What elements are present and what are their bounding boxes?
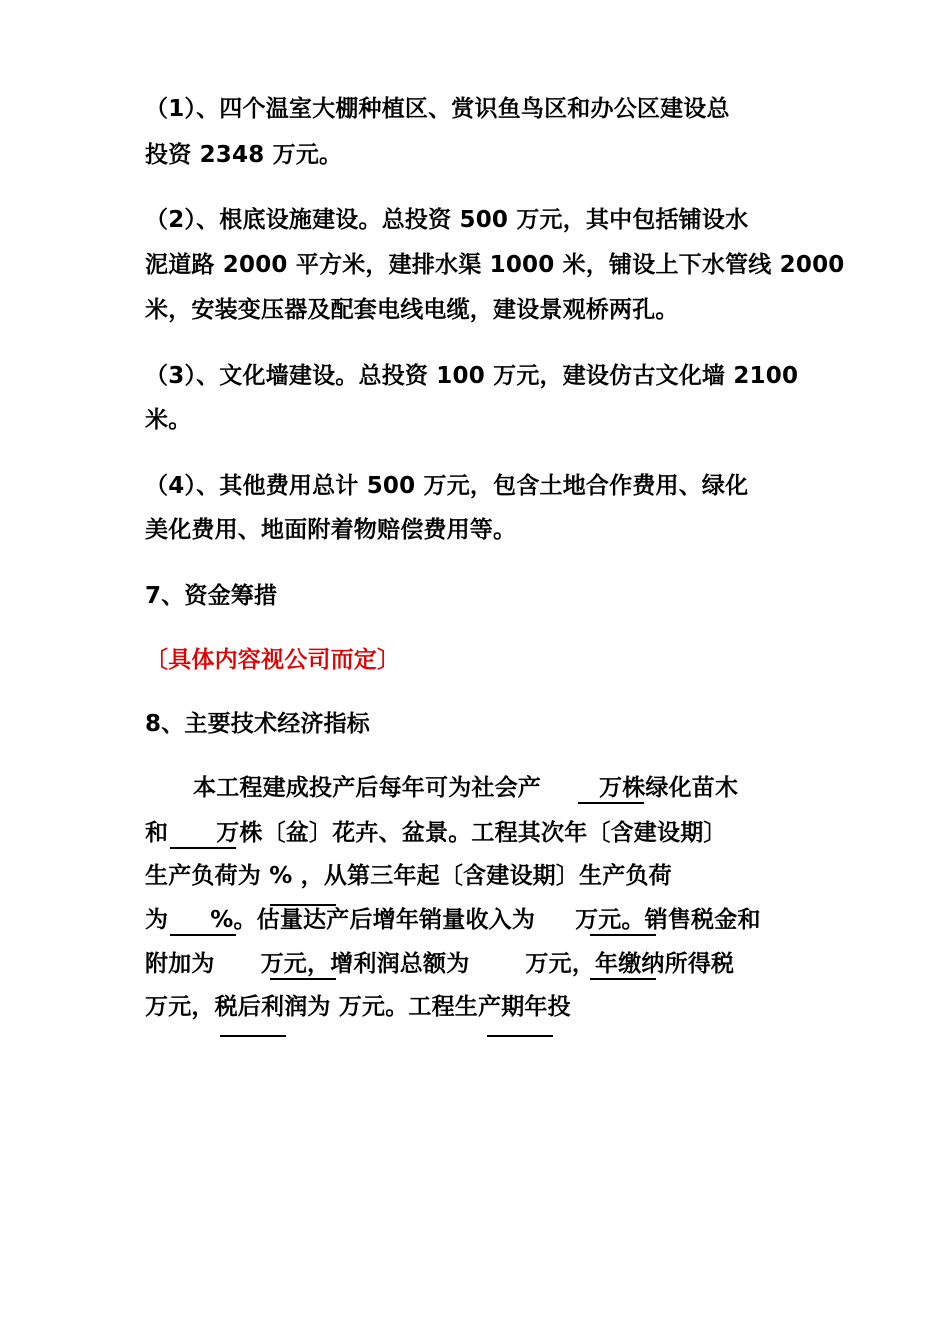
p2-text-b: 万株〔盆〕花卉、盆景。工程其次年〔含建设期〕 [216, 820, 727, 846]
underline-flowers [170, 847, 236, 849]
underline-income-tax [590, 978, 656, 980]
underline-revenue [590, 934, 656, 936]
item2-line1: （2）、根底设施建设。总投资 500 万元，其中包括铺设水 [145, 207, 749, 233]
section8-p1 [193, 773, 738, 803]
p4-text-b: %。估量达产后增年销量收入为 [210, 907, 536, 933]
section8-p5 [145, 949, 734, 979]
p1-text-b: 万株绿化苗木 [599, 775, 739, 801]
p1-text-a: 本工程建成投产后每年可为社会产 [193, 775, 541, 801]
section8-p2 [145, 818, 727, 848]
item2-line2: 泥道路 2000 平方米，建排水渠 1000 米，铺设上下水管线 2000 [145, 252, 845, 278]
section8-p6: 万元，税后利润为 万元。工程生产期年投 [145, 994, 571, 1020]
section8-p3: 生产负荷为 % ，从第三年起〔含建设期〕生产负荷 [145, 863, 672, 889]
item1-line1: （1）、四个温室大棚种植区、赏识鱼鸟区和办公区建设总 [145, 96, 730, 122]
p2-text-a: 和 [145, 820, 169, 846]
p4-text-c: 万元。销售税金和 [575, 907, 761, 933]
p4-text-a: 为 [145, 907, 169, 933]
underline-load [170, 934, 236, 936]
item3-line1: （3）、文化墙建设。总投资 100 万元，建设仿古文化墙 2100 [145, 363, 799, 389]
item3-line2: 米。 [145, 407, 192, 433]
underline-aftertax-1 [220, 1035, 286, 1037]
underline-tax [270, 978, 336, 980]
section7-note: 〔具体内容视公司而定〕 [145, 647, 401, 673]
p5-text-a: 附加为 [145, 951, 215, 977]
item2-line3: 米，安装变压器及配套电线电缆，建设景观桥两孔。 [145, 297, 679, 323]
underline-stray-top [270, 904, 336, 906]
p5-text-b: 万元，增利润总额为 [260, 951, 470, 977]
item4-line1: （4）、其他费用总计 500 万元，包含土地合作费用、绿化 [145, 473, 749, 499]
section8-heading: 8、主要技术经济指标 [145, 711, 371, 737]
section8-p4 [145, 905, 761, 935]
item4-line2: 美化费用、地面附着物赔偿费用等。 [145, 517, 517, 543]
underline-seedlings [578, 802, 644, 804]
section7-heading: 7、资金筹措 [145, 583, 278, 609]
underline-aftertax-2 [487, 1035, 553, 1037]
p5-text-c: 万元，年缴纳所得税 [525, 951, 735, 977]
item1-line2: 投资 2348 万元。 [145, 142, 343, 168]
